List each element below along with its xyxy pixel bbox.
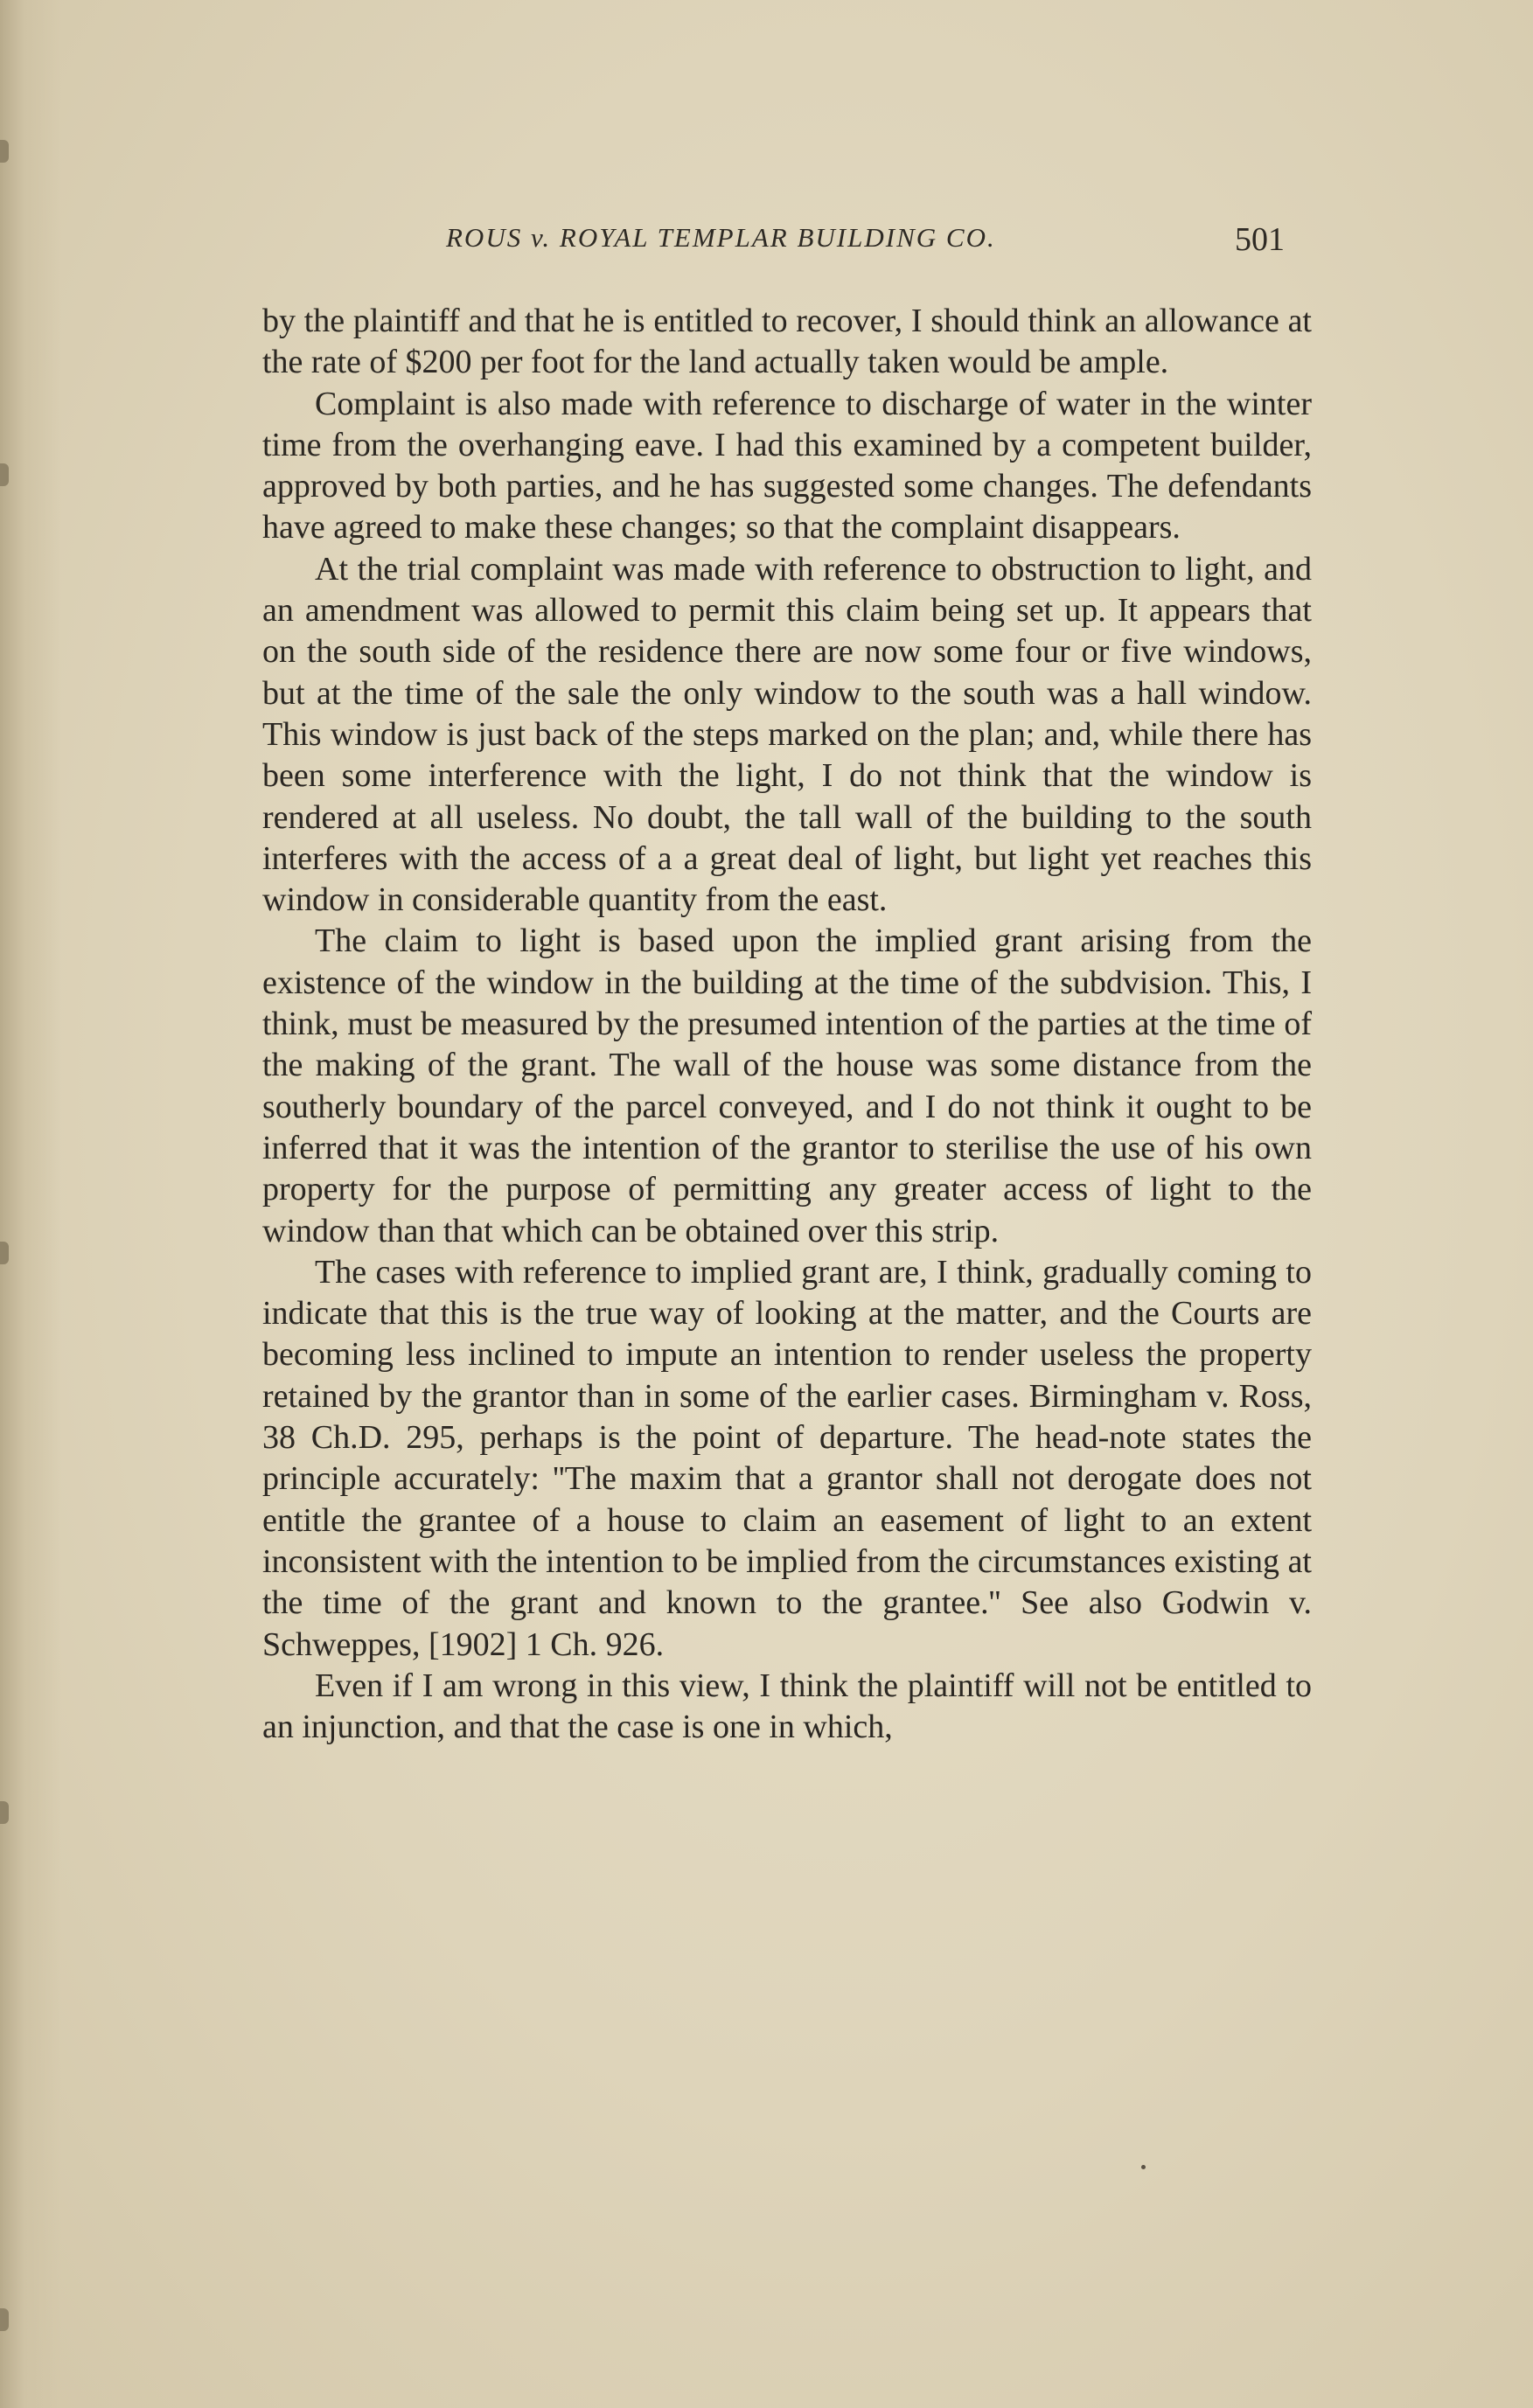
running-title: ROUS v. ROYAL TEMPLAR BUILDING CO. bbox=[446, 222, 996, 253]
paragraph-4: The claim to light is based upon the implied grant arising from the existence of the window in the building at the time of the subdvision. This, I think, must be measured by the presumed intention of the parties at the time of the making of the grant. The wall of the house was some distance from the southerly boundary of the parcel conveyed, and I do not think it ought to be inferred that it was the intention of the grantor to sterilise the use of his own property for the purpose of permitting any greater access of light to the window than that which can be obtained over this strip. bbox=[262, 922, 1312, 1249]
binding-mark bbox=[0, 140, 9, 163]
binding-mark bbox=[0, 463, 9, 486]
paragraph-1: by the plaintiff and that he is entitled to recover, I should think an allowance at the rate of $200 per foot for the land actually taken would be ample. bbox=[262, 303, 1312, 381]
binding-mark bbox=[0, 1242, 9, 1264]
paragraph-6: Even if I am wrong in this view, I think the plaintiff will not be entitled to an injunction, and that the case is one in which, bbox=[262, 1667, 1312, 1746]
binding-gutter-shadow bbox=[0, 0, 61, 2408]
page-number: 501 bbox=[1235, 221, 1285, 258]
paper-speck bbox=[1141, 2165, 1146, 2169]
binding-mark bbox=[0, 2308, 9, 2331]
paragraph-2: Complaint is also made with reference to discharge of water in the winter time from the overhanging eave. I had this examined by a competent builder, approved by both parties, and he has suggested some changes. The defendants have agreed to make these changes; so that the complaint disappears. bbox=[262, 385, 1312, 546]
paragraph-5: The cases with reference to implied grant are, I think, gradually coming to indicate that this is the true way of looking at the matter, and the Courts are becoming less inclined to impute an intention to render useless the property retained by the grantor than in some of the earlier cases. Birmingham v. Ross, 38 Ch.D. 295, perhaps is the point of departure. The head-note states the principle accurately: ''The maxim that a grantor shall not derogate does not entitle the grantee of a house to claim an easement of light to an extent inconsistent with the intention to be implied from the circumstances existing at the time of the grant and known to the grantee.'' See also Godwin v. Schweppes, [1902] 1 Ch. 926. bbox=[262, 1253, 1312, 1663]
binding-mark bbox=[0, 1801, 9, 1824]
page-header bbox=[262, 217, 1312, 269]
body-text bbox=[262, 301, 1312, 1748]
paragraph-3: At the trial complaint was made with reference to obstruction to light, and an amendment was allowed to permit this claim being set up. It appears that on the south side of the residence there are now some four or five windows, but at the time of the sale the only window to the south was a hall window. This window is just back of the steps marked on the plan; and, while there has been some interference with the light, I do not think that the window is rendered at all useless. No doubt, the tall wall of the building to the south interferes with the access of a a great deal of light, but light yet reaches this window in considerable quantity from the east. bbox=[262, 550, 1312, 919]
